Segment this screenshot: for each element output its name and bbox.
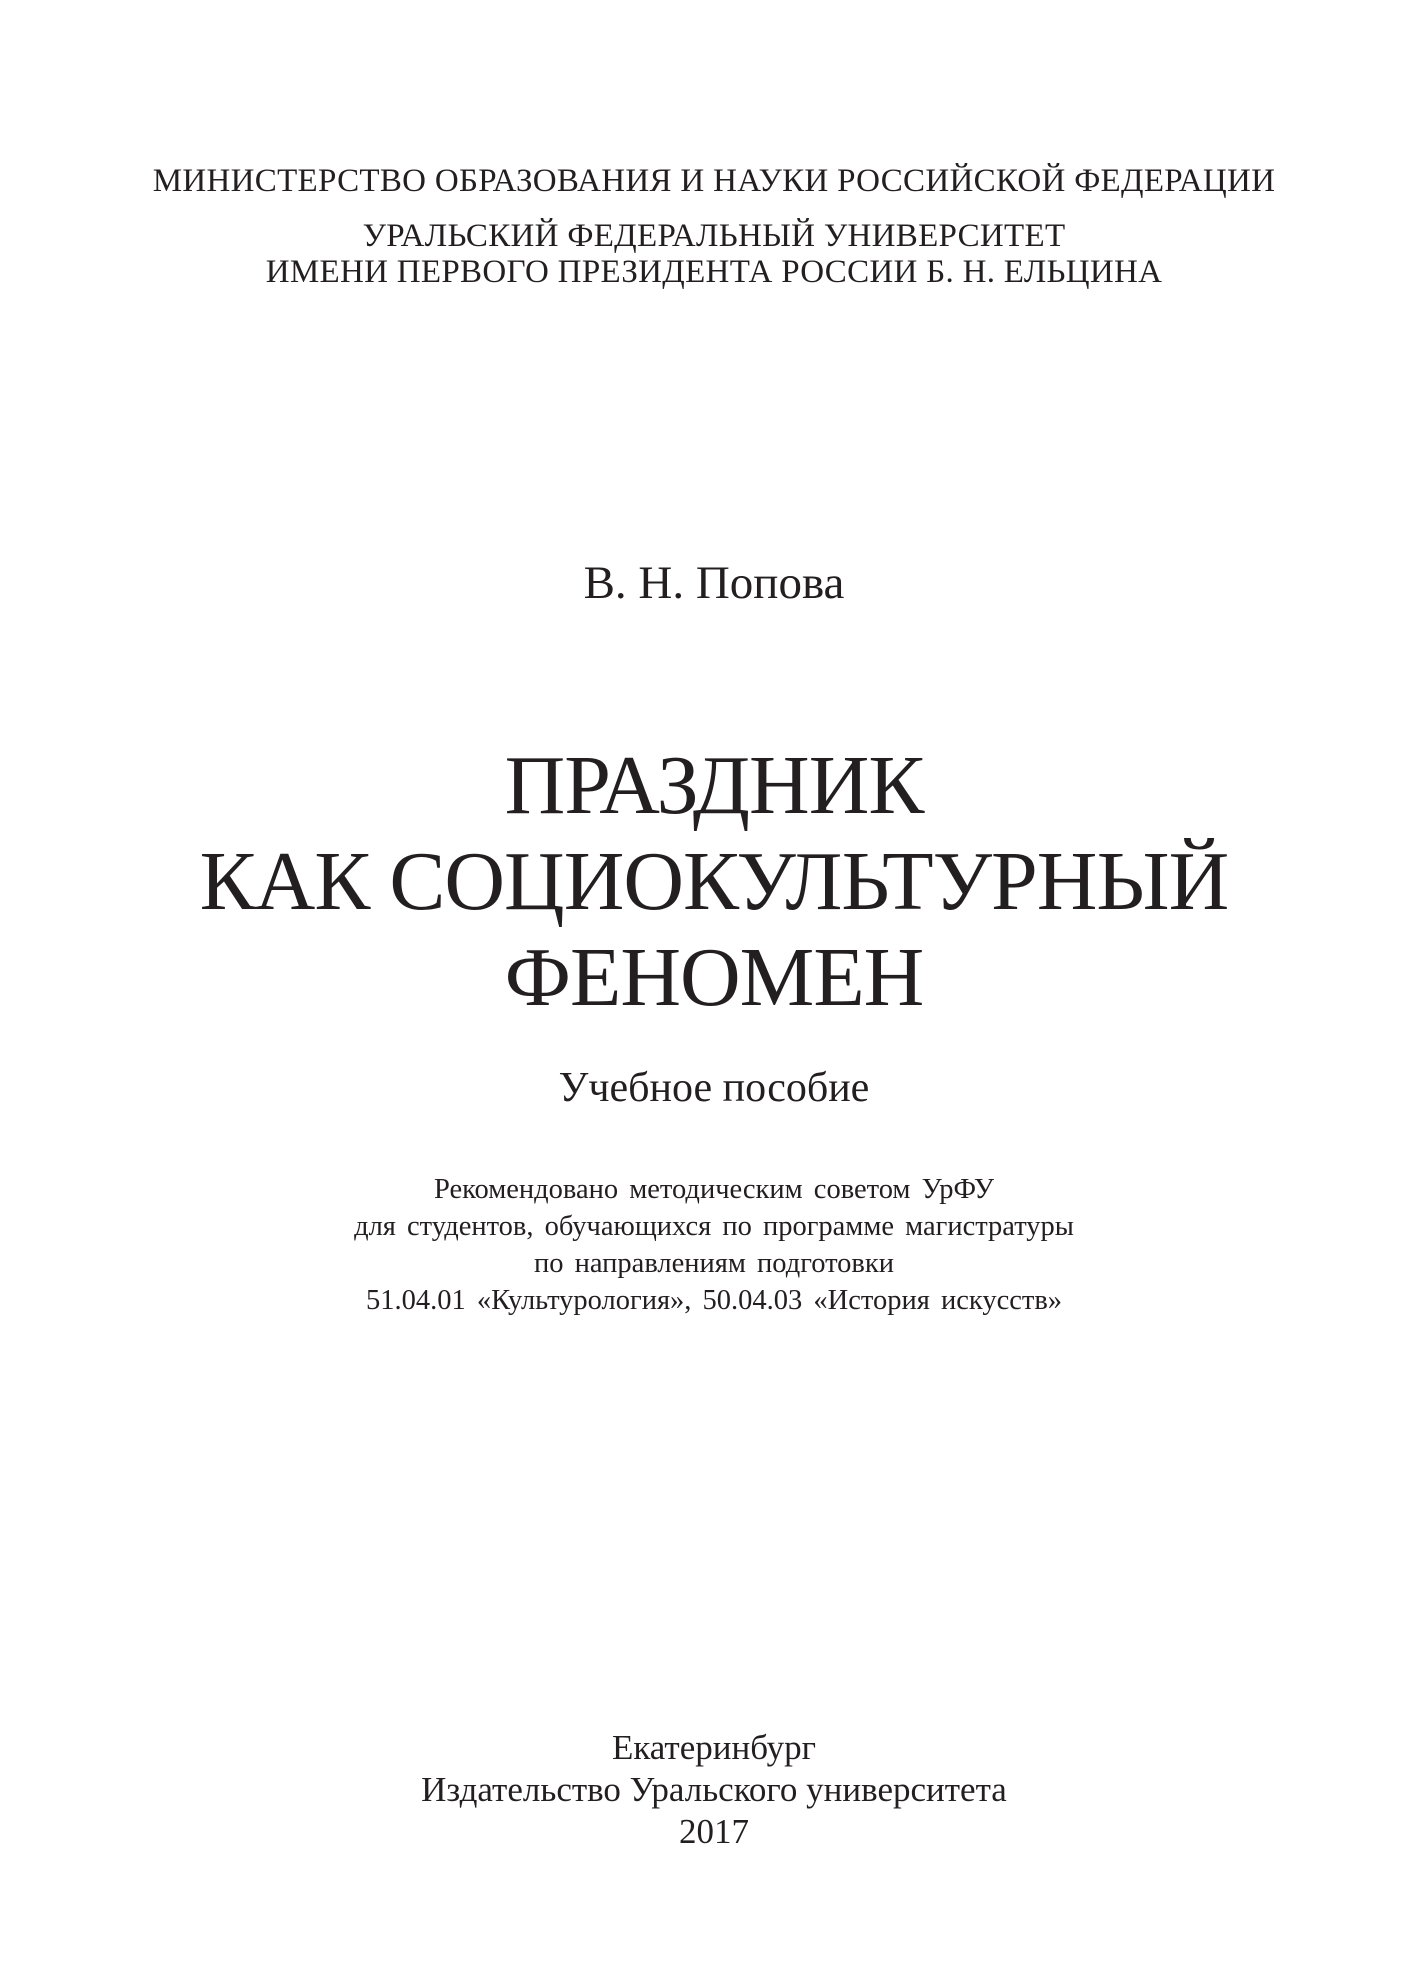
imprint-city: Екатеринбург <box>611 1728 817 1767</box>
ministry-heading: МИНИСТЕРСТВО ОБРАЗОВАНИЯ И НАУКИ РОССИЙСКОЙ ФЕДЕРАЦИИ <box>152 163 1276 199</box>
book-title-line1: ПРАЗДНИК <box>504 739 924 832</box>
recommendation-line2: для студентов, обучающихся по программе магистратуры <box>354 1211 1074 1242</box>
author-name: В. Н. Попова <box>583 557 845 609</box>
university-name-line2: ИМЕНИ ПЕРВОГО ПРЕЗИДЕНТА РОССИИ Б. Н. ЕЛЬЦИНА <box>265 254 1163 290</box>
book-title-line2: КАК СОЦИОКУЛЬТУРНЫЙ <box>199 835 1229 928</box>
recommendation-line1: Рекомендовано методическим советом УрФУ <box>433 1174 995 1205</box>
imprint-year: 2017 <box>679 1812 749 1851</box>
book-subtitle: Учебное пособие <box>558 1065 870 1111</box>
recommendation-line3: по направлениям подготовки <box>534 1248 894 1279</box>
university-name-line1: УРАЛЬСКИЙ ФЕДЕРАЛЬНЫЙ УНИВЕРСИТЕТ <box>362 218 1066 254</box>
book-title-line3: ФЕНОМЕН <box>504 931 924 1024</box>
imprint-publisher: Издательство Уральского университета <box>421 1770 1007 1809</box>
recommendation-line4: 51.04.01 «Культурология», 50.04.03 «История искусств» <box>365 1285 1063 1316</box>
